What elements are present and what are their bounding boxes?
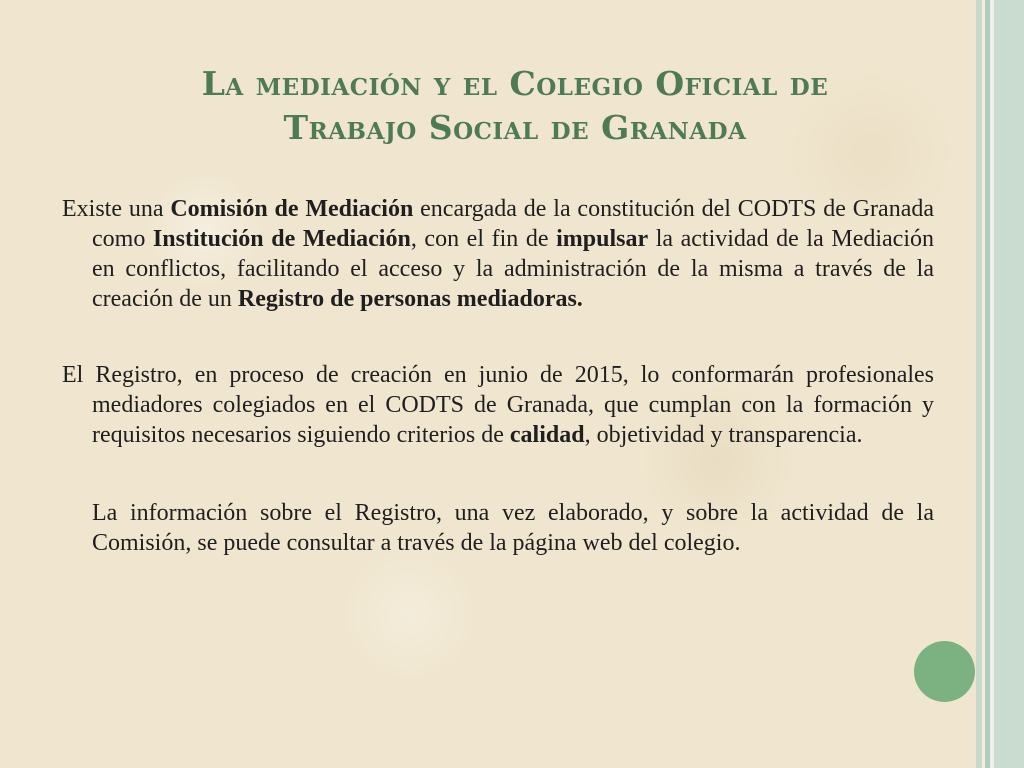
p1-bold-comision: Comisión de Mediación xyxy=(170,196,414,222)
p1-text-2: encargada de la constitución del CODTS de Granada como xyxy=(92,196,935,252)
paragraph-registro xyxy=(62,360,934,450)
side-bar-5 xyxy=(994,0,1024,768)
p2-text-1: El Registro, en proceso de creación en junio de 2015, lo conformarán profesionales mediadores colegiados en el CODTS de Granada, que cumplan con la formación y requisitos necesarios siguiendo criterios de xyxy=(62,362,934,448)
p2-text-2: , objetividad y transparencia. xyxy=(584,422,863,448)
p1-bold-institucion: Institución de Mediación xyxy=(152,226,411,252)
p1-bold-registro: Registro de personas mediadoras. xyxy=(237,286,583,312)
slide-title xyxy=(110,62,920,150)
p1-bold-impulsar: impulsar xyxy=(556,226,649,252)
decorative-circle xyxy=(914,641,975,702)
p1-text-3: , con el fin de xyxy=(410,226,557,252)
paragraph-informacion xyxy=(62,498,934,558)
p3-text-2: . xyxy=(734,530,741,556)
p1-text-4: la actividad de la Mediación en conflictos, facilitando el acceso y la administración de la misma a través de la creación de un xyxy=(92,226,934,312)
p1-text-1: Existe una xyxy=(62,196,171,222)
slide-body xyxy=(62,194,934,558)
p3-text-1: La información sobre el Registro, una vez elaborado, y sobre la actividad de la Comisión, se puede consultar a través de la página web del colegio xyxy=(92,500,934,556)
paragraph-comision xyxy=(62,194,934,314)
slide-title-line-1: La mediación y el Colegio Oficial de xyxy=(201,64,829,103)
slide-title-line-2: Trabajo Social de Granada xyxy=(283,108,747,147)
p2-bold-calidad: calidad xyxy=(509,422,585,448)
decorative-side-bars xyxy=(976,0,1024,768)
